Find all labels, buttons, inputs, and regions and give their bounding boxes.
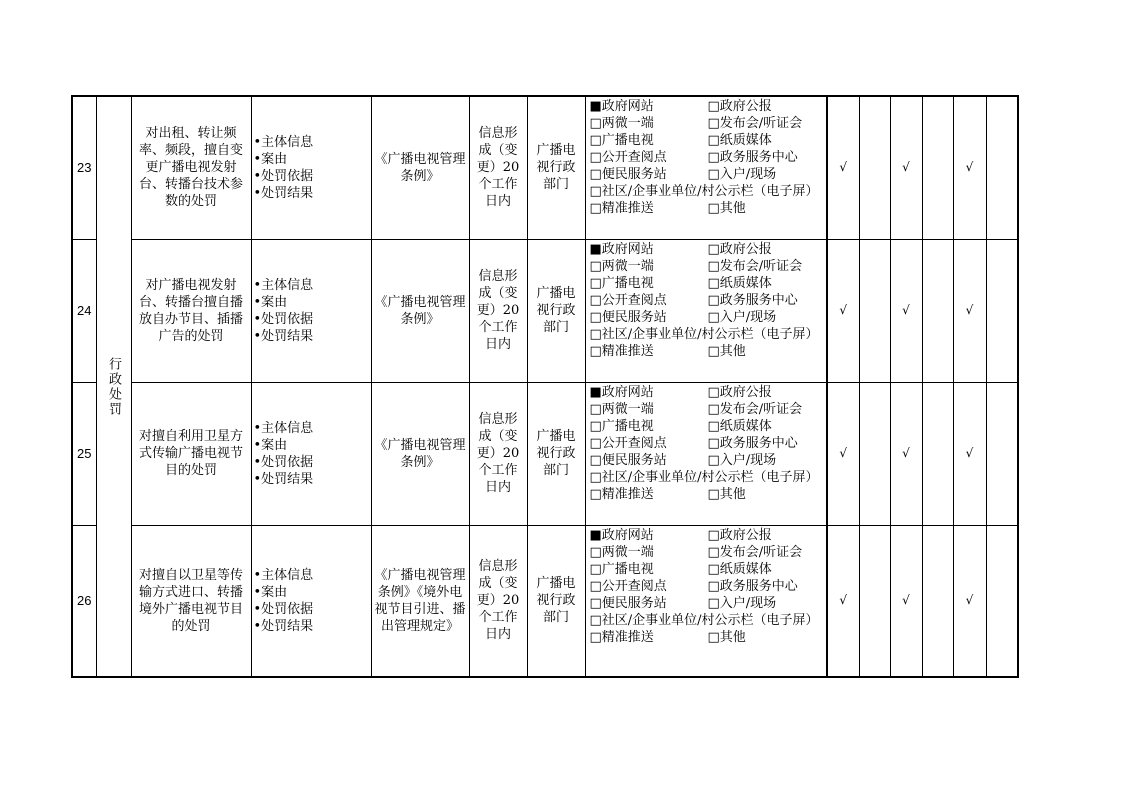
row-number: 24 <box>72 239 96 382</box>
empty-cell <box>986 96 1018 239</box>
channel-list <box>590 384 824 503</box>
info-item: •处罚结果 <box>253 471 314 487</box>
empty-cell <box>986 525 1018 677</box>
info-item: •主体信息 <box>253 277 314 293</box>
channel-list <box>590 527 824 646</box>
law-cell: 《广播电视管理条例》《境外电视节目引进、播出管理规定》 <box>371 525 469 677</box>
empty-cell <box>859 239 890 382</box>
dept-cell: 广播电视行政部门 <box>527 239 585 382</box>
channel-option: □精准推送 <box>589 629 654 645</box>
info-item: •处罚结果 <box>253 618 314 634</box>
empty-cell <box>922 525 953 677</box>
info-item: •案由 <box>253 437 288 453</box>
category-label: 行政处罚 <box>106 356 121 417</box>
row-number: 25 <box>72 382 96 525</box>
check-cell: √ <box>827 382 859 525</box>
channel-option: ■政府网站 <box>589 241 654 257</box>
channel-option: □社区/企事业单位/村公示栏（电子屏） <box>589 612 819 628</box>
info-item: •处罚依据 <box>253 601 314 617</box>
row-number: 23 <box>72 96 96 239</box>
check-cell: √ <box>827 525 859 677</box>
channel-option: □社区/企事业单位/村公示栏（电子屏） <box>589 326 819 342</box>
channel-option: □广播电视 <box>589 275 654 291</box>
check-cell: √ <box>953 525 986 677</box>
channel-cell <box>585 96 827 239</box>
channel-option: □两微一端 <box>589 258 654 274</box>
check-cell: √ <box>953 382 986 525</box>
info-item: •处罚依据 <box>253 311 314 327</box>
time-cell: 信息形成（变更）20个工作日内 <box>469 525 527 677</box>
channel-option: ■政府网站 <box>589 527 654 543</box>
channel-option: □其他 <box>707 629 746 645</box>
channel-option: □政务服务中心 <box>707 150 798 165</box>
category-cell <box>96 96 131 677</box>
channel-option: □政务服务中心 <box>707 292 798 308</box>
channel-option: □公开查阅点 <box>589 150 667 165</box>
channel-option: □广播电视 <box>589 133 654 148</box>
channel-option: □便民服务站 <box>589 595 667 611</box>
check-cell: √ <box>827 239 859 382</box>
channel-option: □纸质媒体 <box>707 561 772 577</box>
table-row <box>72 239 1018 382</box>
info-item: •案由 <box>253 151 288 167</box>
channel-option: □入户/现场 <box>707 452 777 468</box>
info-cell <box>251 239 371 382</box>
channel-list <box>590 241 824 360</box>
channel-option: ■政府网站 <box>589 99 654 114</box>
channel-option: □发布会/听证会 <box>707 401 803 417</box>
channel-option: □精准推送 <box>589 343 654 359</box>
channel-option: □便民服务站 <box>589 309 667 325</box>
info-item: •处罚依据 <box>253 454 314 470</box>
check-cell: √ <box>890 239 922 382</box>
check-cell: √ <box>890 382 922 525</box>
channel-option: □两微一端 <box>589 544 654 560</box>
channel-option: □政府公报 <box>707 384 772 400</box>
dept-cell: 广播电视行政部门 <box>527 96 585 239</box>
time-cell: 信息形成（变更）20个工作日内 <box>469 239 527 382</box>
channel-option: □便民服务站 <box>589 452 667 468</box>
channel-option: □其他 <box>707 486 746 502</box>
channel-cell <box>585 382 827 525</box>
channel-option: □纸质媒体 <box>707 418 772 434</box>
channel-option: □政务服务中心 <box>707 435 798 451</box>
table-row <box>72 525 1018 677</box>
empty-cell <box>859 525 890 677</box>
channel-option: □政府公报 <box>707 241 772 257</box>
channel-option: □纸质媒体 <box>707 133 772 148</box>
channel-option: □精准推送 <box>589 486 654 502</box>
info-item: •处罚结果 <box>253 328 314 344</box>
channel-option: □公开查阅点 <box>589 292 667 308</box>
channel-option: □入户/现场 <box>707 595 777 611</box>
law-cell: 《广播电视管理条例》 <box>371 96 469 239</box>
info-item: •主体信息 <box>253 420 314 436</box>
channel-option: □发布会/听证会 <box>707 544 803 560</box>
table-row <box>72 382 1018 525</box>
channel-option: □广播电视 <box>589 561 654 577</box>
channel-option: □发布会/听证会 <box>707 116 803 131</box>
row-number: 26 <box>72 525 96 677</box>
empty-cell <box>986 382 1018 525</box>
channel-option: □政府公报 <box>707 99 772 114</box>
channel-option: ■政府网站 <box>589 384 654 400</box>
channel-option: □发布会/听证会 <box>707 258 803 274</box>
channel-cell <box>585 525 827 677</box>
channel-option: □便民服务站 <box>589 167 667 182</box>
check-cell: √ <box>827 96 859 239</box>
empty-cell <box>986 239 1018 382</box>
channel-list <box>590 98 824 217</box>
check-cell: √ <box>890 525 922 677</box>
subject-cell: 对出租、转让频率、频段，擅自变更广播电视发射台、转播台技术参数的处罚 <box>131 96 251 239</box>
disclosure-table <box>71 95 1019 678</box>
channel-option: □纸质媒体 <box>707 275 772 291</box>
channel-option: □广播电视 <box>589 418 654 434</box>
channel-cell <box>585 239 827 382</box>
info-cell <box>251 525 371 677</box>
time-cell: 信息形成（变更）20个工作日内 <box>469 382 527 525</box>
channel-option: □其他 <box>707 201 746 216</box>
dept-cell: 广播电视行政部门 <box>527 382 585 525</box>
dept-cell: 广播电视行政部门 <box>527 525 585 677</box>
channel-option: □公开查阅点 <box>589 578 667 594</box>
channel-option: □其他 <box>707 343 746 359</box>
channel-option: □社区/企事业单位/村公示栏（电子屏） <box>589 184 819 199</box>
check-cell: √ <box>953 96 986 239</box>
info-item: •处罚结果 <box>253 185 314 201</box>
channel-option: □两微一端 <box>589 401 654 417</box>
channel-option: □政务服务中心 <box>707 578 798 594</box>
empty-cell <box>859 96 890 239</box>
info-item: •主体信息 <box>253 134 314 150</box>
time-cell: 信息形成（变更）20个工作日内 <box>469 96 527 239</box>
info-cell <box>251 382 371 525</box>
check-cell: √ <box>890 96 922 239</box>
info-item: •主体信息 <box>253 567 314 583</box>
channel-option: □入户/现场 <box>707 309 777 325</box>
channel-option: □公开查阅点 <box>589 435 667 451</box>
channel-option: □两微一端 <box>589 116 654 131</box>
info-cell <box>251 96 371 239</box>
empty-cell <box>922 96 953 239</box>
channel-option: □精准推送 <box>589 201 654 216</box>
channel-option: □社区/企事业单位/村公示栏（电子屏） <box>589 469 819 485</box>
channel-option: □入户/现场 <box>707 167 777 182</box>
table-row <box>72 96 1018 239</box>
law-cell: 《广播电视管理条例》 <box>371 239 469 382</box>
check-cell: √ <box>953 239 986 382</box>
law-cell: 《广播电视管理条例》 <box>371 382 469 525</box>
subject-cell: 对擅自利用卫星方式传输广播电视节目的处罚 <box>131 382 251 525</box>
empty-cell <box>922 239 953 382</box>
empty-cell <box>922 382 953 525</box>
channel-option: □政府公报 <box>707 527 772 543</box>
info-item: •案由 <box>253 584 288 600</box>
subject-cell: 对擅自以卫星等传输方式进口、转播境外广播电视节目的处罚 <box>131 525 251 677</box>
info-item: •处罚依据 <box>253 168 314 184</box>
empty-cell <box>859 382 890 525</box>
subject-cell: 对广播电视发射台、转播台擅自播放自办节目、插播广告的处罚 <box>131 239 251 382</box>
info-item: •案由 <box>253 294 288 310</box>
